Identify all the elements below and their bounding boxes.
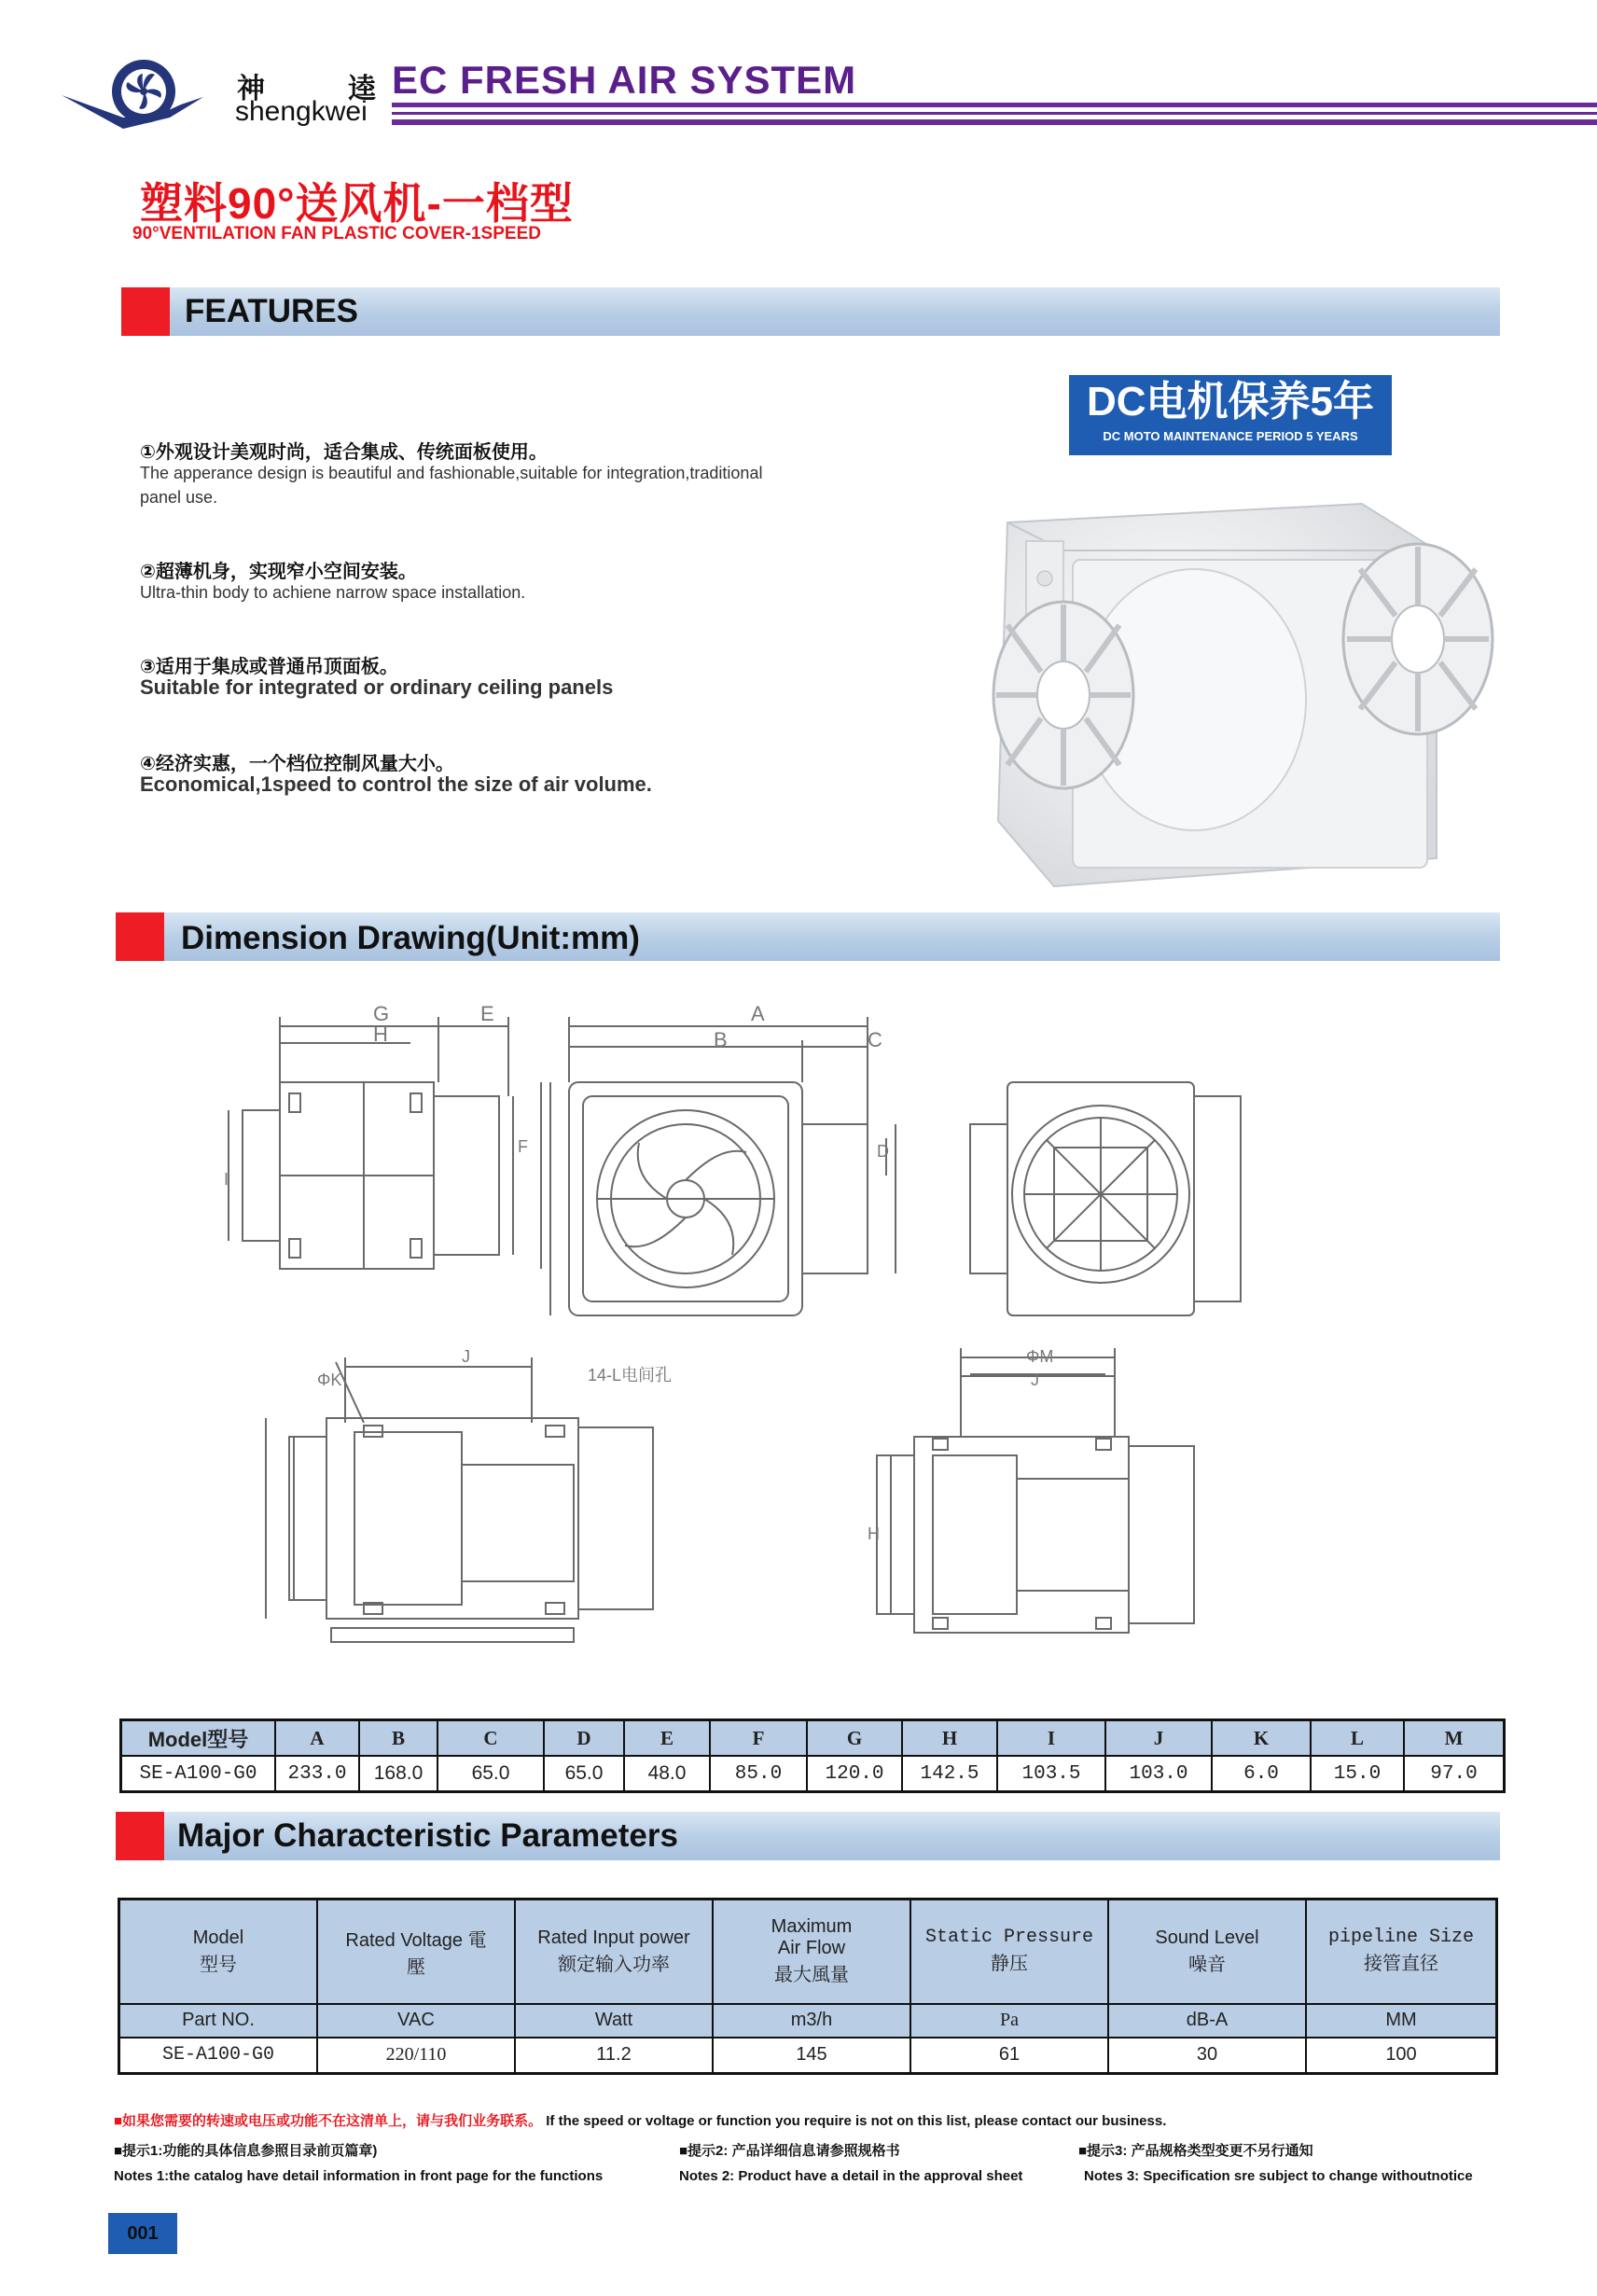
param-unit-sound: dB-A [1108, 2004, 1306, 2038]
parameters-table [118, 1898, 1498, 2075]
dim-cell-e: 48.0 [624, 1756, 710, 1792]
feature-2-en: Ultra-thin body to achiene narrow space installation. [140, 583, 526, 602]
dim-cell-c: 65.0 [437, 1756, 544, 1792]
param-col-sound [1108, 1899, 1306, 2004]
dim-label-a: A [751, 1002, 765, 1025]
features-title: FEATURES [185, 293, 359, 329]
param-col-pipeline-l2: 接管直径 [1364, 1955, 1438, 1977]
param-col-model [119, 1899, 318, 2004]
param-unit-pipeline: MM [1306, 2004, 1497, 2038]
param-col-pipeline-l1: pipeline Size [1327, 1927, 1475, 1949]
dim-col-j: J [1105, 1720, 1212, 1757]
param-col-pressure-l2: 静压 [991, 1955, 1028, 1977]
feature-3-cn: ③适用于集成或普通吊顶面板。 [140, 657, 398, 677]
dim-label-m: ΦM [1026, 1347, 1054, 1366]
dim-cell-k: 6.0 [1212, 1756, 1311, 1792]
header-rule-mid [392, 112, 1597, 115]
dim-label-i: I [224, 1170, 229, 1189]
dim-label-g: G [373, 1002, 390, 1025]
features-marker [121, 287, 170, 336]
note-line-1-en: If the speed or voltage or function you require is not on this list, please contact our business. [546, 2113, 1167, 2129]
dim-label-holes: 14-L电间孔 [588, 1366, 673, 1385]
feature-4-en: Economical,1speed to control the size of air volume. [140, 772, 652, 796]
dim-label-k: ΦK [317, 1371, 342, 1389]
param-col-power-l2: 额定输入功率 [558, 1954, 670, 1975]
param-col-pressure [910, 1899, 1108, 2004]
tip-1: ■提示1:功能的具体信息参照目录前页篇章) [114, 2143, 378, 2159]
system-title: EC FRESH AIR SYSTEM [392, 58, 857, 102]
param-cell-model: SE-A100-G0 [119, 2038, 318, 2074]
page-number: 001 [108, 2213, 177, 2254]
dim-col-e: E [624, 1720, 710, 1757]
dim-label-e: E [480, 1002, 494, 1025]
dim-col-i: I [997, 1720, 1105, 1757]
dim-col-c: C [437, 1720, 544, 1757]
left-grille-icon [993, 602, 1133, 788]
dimension-drawing [224, 989, 1269, 1698]
product-photo [970, 485, 1511, 896]
param-col-power-l1: Rated Input power [537, 1927, 690, 1948]
dim-col-d: D [544, 1720, 624, 1757]
parameters-title: Major Characteristic Parameters [177, 1817, 678, 1854]
note-1-en: Notes 1:the catalog have detail information in front page for the functions [114, 2168, 604, 2184]
table-row [119, 2038, 1497, 2074]
dim-col-l: L [1311, 1720, 1404, 1757]
dimension-table [119, 1719, 1506, 1793]
dimension-marker [116, 912, 164, 961]
param-col-voltage [317, 1899, 515, 2004]
dim-col-b: B [359, 1720, 437, 1757]
dimension-table-header [121, 1720, 1505, 1757]
dim-label-d: D [877, 1142, 889, 1161]
param-col-pressure-l1: Static Pressure [924, 1927, 1094, 1949]
dimension-title: Dimension Drawing(Unit:mm) [181, 920, 640, 956]
dim-label-h2: H [868, 1524, 880, 1543]
param-col-pipeline [1306, 1899, 1497, 2004]
tip-3: ■提示3: 产品规格类型变更不另行通知 [1078, 2143, 1313, 2159]
product-title-cn: 塑料90°送风机-一档型 [140, 179, 574, 228]
dim-cell-a: 233.0 [275, 1756, 359, 1792]
note-line-1-cn: ■如果您需要的转速或电压或功能不在这清单上，请与我们业务联系。 [114, 2113, 543, 2129]
note-3-en: Notes 3: Specification sre subject to change withoutnotice [1084, 2168, 1473, 2184]
parameters-units-row [119, 2004, 1497, 2038]
dim-col-a: A [275, 1720, 359, 1757]
param-unit-voltage: VAC [317, 2004, 515, 2038]
param-cell-airflow: 145 [713, 2038, 910, 2074]
brand-en: shengkwei [235, 96, 368, 127]
dim-cell-g: 120.0 [807, 1756, 902, 1792]
dc-warranty-badge [1069, 375, 1392, 455]
param-cell-pressure: 61 [910, 2038, 1108, 2074]
param-col-airflow-l2: Air Flow [777, 1938, 846, 1959]
parameters-marker [116, 1812, 164, 1860]
dim-col-k: K [1212, 1720, 1311, 1757]
param-col-voltage-l1: Rated Voltage 電 [345, 1929, 487, 1951]
param-cell-power: 11.2 [515, 2038, 713, 2074]
param-cell-pipeline: 100 [1306, 2038, 1497, 2074]
dim-cell-h: 142.5 [902, 1756, 997, 1792]
note-line-1 [114, 2110, 1166, 2130]
dim-col-f: F [710, 1720, 807, 1757]
dim-label-j: J [462, 1347, 470, 1366]
feature-1-cn: ①外观设计美观时尚，适合集成、传统面板使用。 [140, 442, 548, 463]
feature-3-en: Suitable for integrated or ordinary ceiling panels [140, 675, 614, 699]
dim-label-f: F [518, 1137, 528, 1156]
dim-label-b: B [714, 1028, 728, 1051]
header-rule-bottom [392, 119, 1597, 125]
dim-cell-i: 103.5 [997, 1756, 1105, 1792]
fan-logo-icon [58, 56, 207, 131]
parameters-table-header [119, 1899, 1497, 2004]
dim-label-h: H [373, 1023, 388, 1046]
right-grille-icon [1343, 544, 1493, 734]
param-col-airflow [713, 1899, 910, 2004]
param-col-model-l1: Model [192, 1927, 244, 1948]
param-unit-pressure: Pa [910, 2004, 1108, 2038]
badge-main: DC电机保养5年 [1086, 379, 1375, 424]
param-col-model-l2: 型号 [200, 1954, 237, 1975]
dim-col-g: G [807, 1720, 902, 1757]
param-unit-part: Part NO. [119, 2004, 318, 2038]
dim-cell-model: SE-A100-G0 [121, 1756, 276, 1792]
param-col-voltage-l2: 壓 [407, 1956, 425, 1978]
param-unit-airflow: m3/h [713, 2004, 910, 2038]
tip-2: ■提示2: 产品详细信息请参照规格书 [679, 2143, 900, 2159]
param-cell-voltage: 220/110 [317, 2038, 515, 2074]
feature-4-cn: ④经济实惠，一个档位控制风量大小。 [140, 754, 454, 774]
dim-cell-m: 97.0 [1404, 1756, 1505, 1792]
brand-cn-1: 神 [237, 74, 267, 104]
header-rule-top [392, 103, 1597, 107]
table-row [121, 1756, 1505, 1792]
dim-col-m: M [1404, 1720, 1505, 1757]
brand-cn-2: 逵 [348, 74, 378, 104]
dim-cell-l: 15.0 [1311, 1756, 1404, 1792]
param-col-sound-l2: 噪音 [1188, 1954, 1226, 1975]
feature-2-cn: ②超薄机身，实现窄小空间安装。 [140, 562, 417, 582]
dim-cell-d: 65.0 [544, 1756, 624, 1792]
param-cell-sound: 30 [1108, 2038, 1306, 2074]
dim-label-c: C [868, 1028, 882, 1051]
dim-col-h: H [902, 1720, 997, 1757]
dim-cell-j: 103.0 [1105, 1756, 1212, 1792]
feature-1-en: The apperance design is beautiful and fashionable,suitable for integration,traditional [140, 464, 763, 482]
param-col-sound-l1: Sound Level [1155, 1927, 1259, 1948]
note-2-en: Notes 2: Product have a detail in the approval sheet [679, 2168, 1023, 2184]
badge-sub: DC MOTO MAINTENANCE PERIOD 5 YEARS [1103, 429, 1358, 443]
dim-label-j2: J [1031, 1371, 1039, 1389]
dim-cell-f: 85.0 [710, 1756, 807, 1792]
dim-cell-b: 168.0 [359, 1756, 437, 1792]
param-col-airflow-l3: 最大風量 [774, 1965, 849, 1986]
product-title-en: 90°VENTILATION FAN PLASTIC COVER-1SPEED [132, 224, 541, 244]
feature-1-en-cont: panel use. [140, 488, 218, 507]
param-unit-power: Watt [515, 2004, 713, 2038]
param-col-airflow-l1: Maximum [771, 1916, 853, 1938]
dim-col-model: Model型号 [121, 1720, 276, 1757]
param-col-power [515, 1899, 713, 2004]
